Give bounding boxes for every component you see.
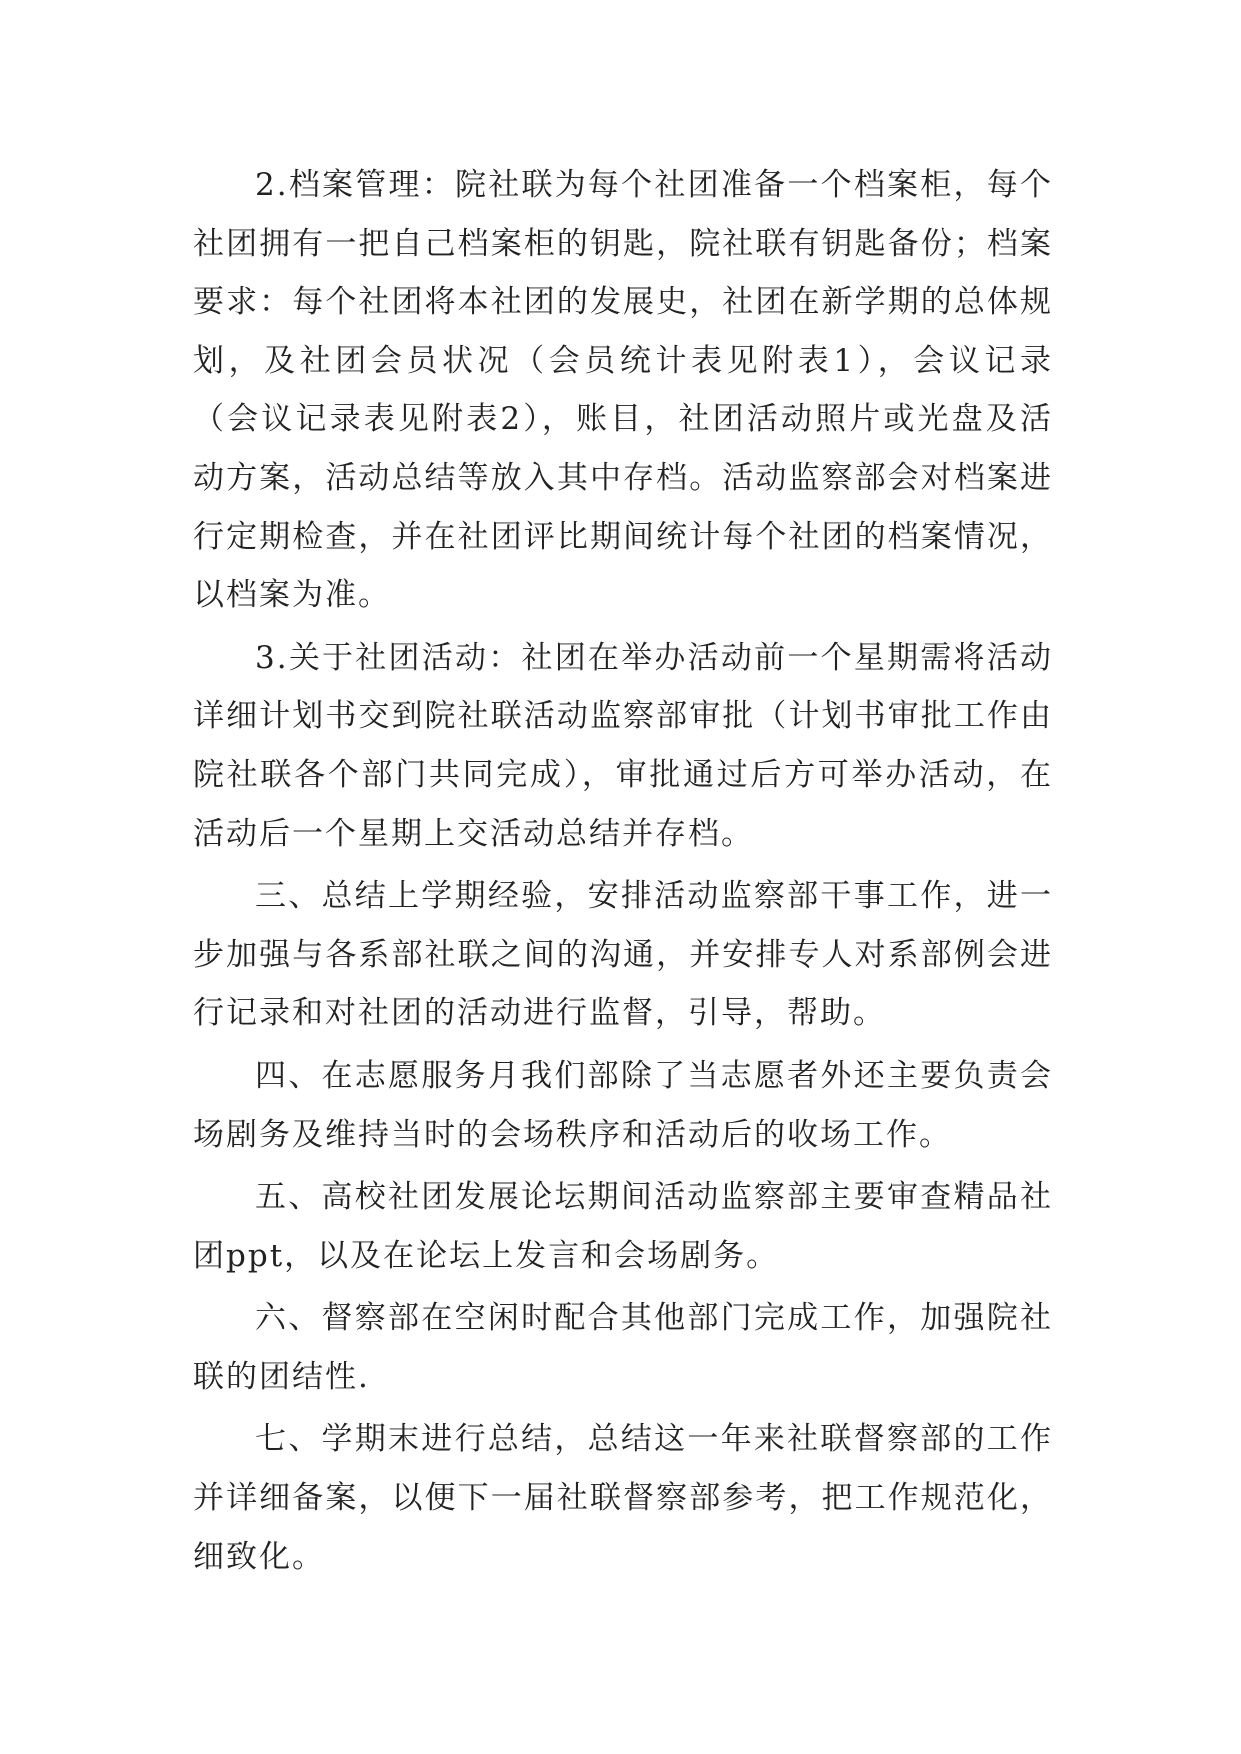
document-body — [193, 156, 1053, 1590]
paragraph-club-activities: 3.关于社团活动：社团在举办活动前一个星期需将活动详细计划书交到院社联活动监察部审批（计划书审批工作由院社联各个部门共同完成），审批通过后方可举办活动，在活动后一个星期上交活动总结并存档。 — [193, 639, 1053, 852]
paragraph-item-six: 六、督察部在空闲时配合其他部门完成工作，加强院社联的团结性. — [193, 1300, 1053, 1395]
paragraph-item-three: 三、总结上学期经验，安排活动监察部干事工作，进一步加强与各系部社联之间的沟通，并安排专人对系部例会进行记录和对社团的活动进行监督，引导，帮助。 — [193, 878, 1053, 1032]
paragraph-item-five: 五、高校社团发展论坛期间活动监察部主要审查精品社团ppt，以及在论坛上发言和会场剧务。 — [193, 1179, 1053, 1274]
paragraph-archive-management: 2.档案管理：院社联为每个社团准备一个档案柜，每个社团拥有一把自己档案柜的钥匙，院社联有钥匙备份；档案要求：每个社团将本社团的发展史，社团在新学期的总体规划，及社团会员状况（会员统计表见附表1），会议记录（会议记录表见附表2），账目，社团活动照片或光盘及活动方案，活动总结等放入其中存档。活动监察部会对档案进行定期检查，并在社团评比期间统计每个社团的档案情况，以档案为准。 — [193, 167, 1053, 614]
paragraph-item-seven: 七、学期末进行总结，总结这一年来社联督察部的工作并详细备案，以便下一届社联督察部参考，把工作规范化，细致化。 — [193, 1421, 1053, 1575]
paragraph-item-four: 四、在志愿服务月我们部除了当志愿者外还主要负责会场剧务及维持当时的会场秩序和活动后的收场工作。 — [193, 1057, 1053, 1153]
